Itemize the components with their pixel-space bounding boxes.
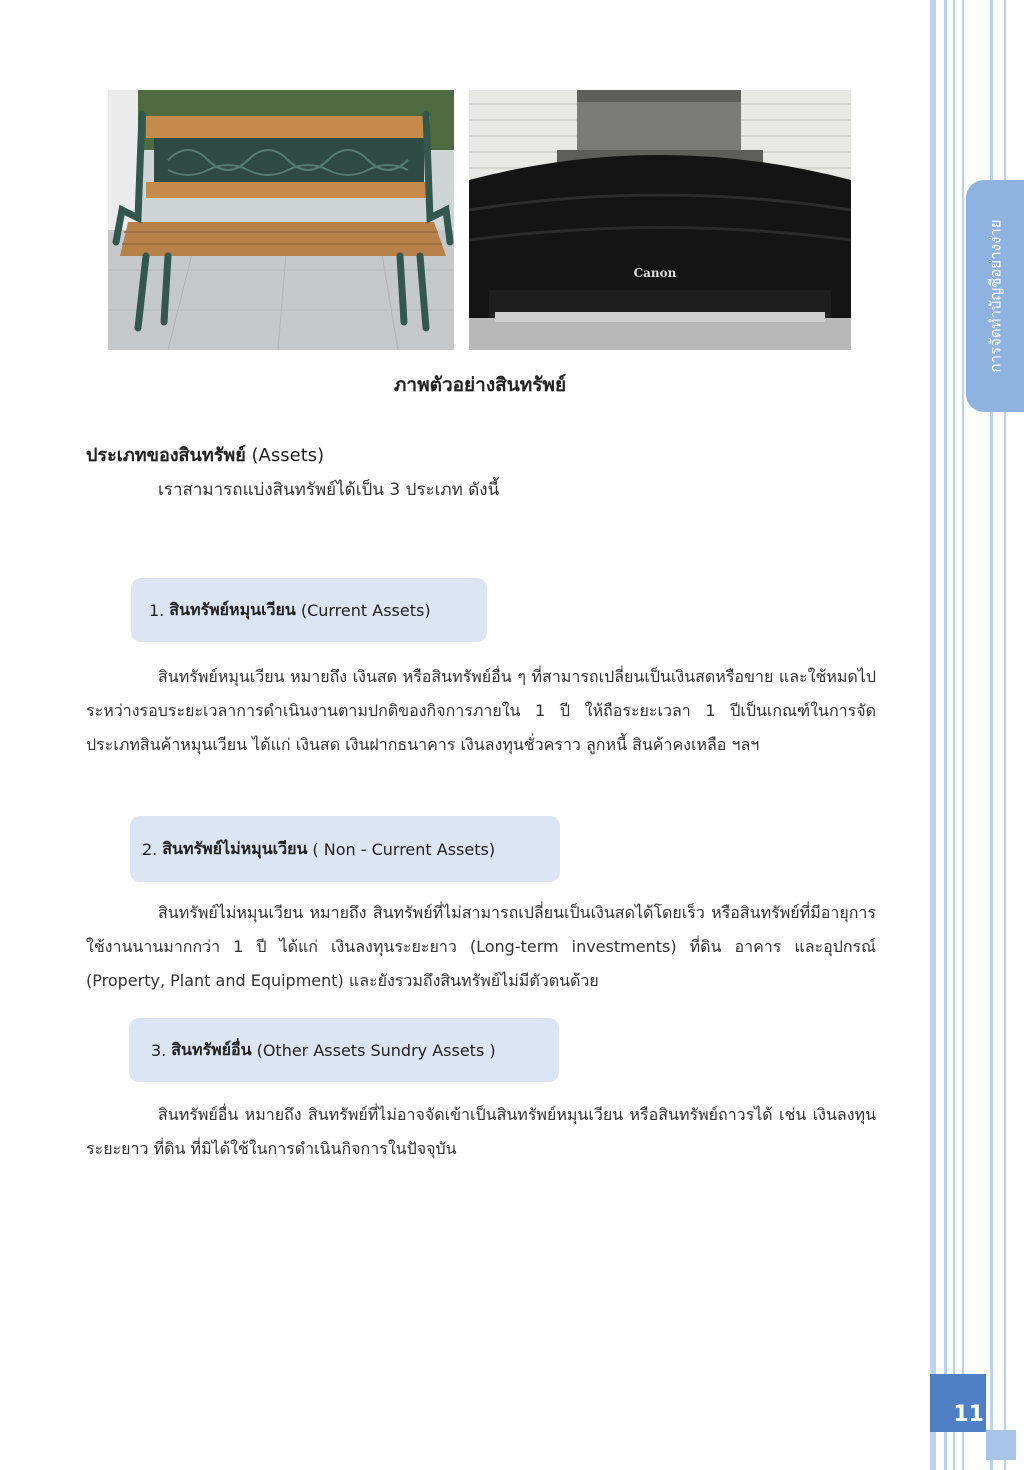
page-number-accent xyxy=(986,1430,1016,1460)
bench-photo xyxy=(108,90,454,350)
intro-text: เราสามารถแบ่งสินทรัพย์ได้เป็น 3 ประเภท ดังนี้ xyxy=(158,480,500,500)
paragraph-other-assets: สินทรัพย์อื่น หมายถึง สินทรัพย์ที่ไม่อาจจัดเข้าเป็นสินทรัพย์หมุนเวียน หรือสินทรัพย์ถาวรได้ เช่น เงินลงทุนระยะยาว ที่ดิน ที่มิได้ใช้ในการดำเนินกิจการในปัจจุบัน xyxy=(86,1105,876,1158)
chapter-side-tab-label: การจัดทำบัญชีอย่างง่าย xyxy=(986,219,1004,373)
paragraph-non-current-assets: สินทรัพย์ไม่หมุนเวียน หมายถึง สินทรัพย์ที่ไม่สามารถเปลี่ยนเป็นเงินสดได้โดยเร็ว หรือสินทรัพย์ที่มีอายุการใช้งานนานมากกว่า 1 ปี ได้แก่ เงินลงทุนระยะยาว (Long-term investments) ที่ดิน อาคาร และอุปกรณ์ (Property, Plant and Equipment) และยังรวมถึงสินทรัพย์ไม่มีตัวตนด้วย xyxy=(86,903,876,990)
margin-stripe xyxy=(930,0,936,1470)
section-label-other-assets: 3. สินทรัพย์อื่น (Other Assets Sundry Assets ) xyxy=(129,1018,559,1082)
margin-stripe xyxy=(944,0,947,1470)
heading-thai: ประเภทของสินทรัพย์ xyxy=(86,445,246,466)
section-label-non-current-assets: 2. สินทรัพย์ไม่หมุนเวียน ( Non - Current Assets) xyxy=(130,816,560,882)
paragraph-current-assets: สินทรัพย์หมุนเวียน หมายถึง เงินสด หรือสินทรัพย์อื่น ๆ ที่สามารถเปลี่ยนเป็นเงินสดหรือขาย และใช้หมดไประหว่างรอบระยะเวลาการดำเนินงานตามปกติของกิจการภายใน 1 ปี ให้ถือระยะเวลา 1 ปีเป็นเกณฑ์ในการจัดประเภทสินค้าหมุนเวียน ได้แก่ เงินสด เงินฝากธนาคาร เงินลงทุนชั่วคราว ลูกหนี้ สินค้าคงเหลือ ฯลฯ xyxy=(86,667,876,754)
printer-illustration xyxy=(469,90,851,350)
margin-stripe xyxy=(962,0,964,1470)
section-heading xyxy=(86,440,324,469)
page-number: 11 xyxy=(953,1402,984,1427)
margin-stripe xyxy=(953,0,955,1470)
printer-photo xyxy=(469,90,851,350)
figure-caption: ภาพตัวอย่างสินทรัพย์ xyxy=(393,374,567,396)
heading-english: (Assets) xyxy=(251,445,325,466)
printer-brand-logo: Canon xyxy=(633,266,677,280)
bench-illustration xyxy=(108,90,454,350)
section-label-current-assets: 1. สินทรัพย์หมุนเวียน (Current Assets) xyxy=(131,578,487,642)
